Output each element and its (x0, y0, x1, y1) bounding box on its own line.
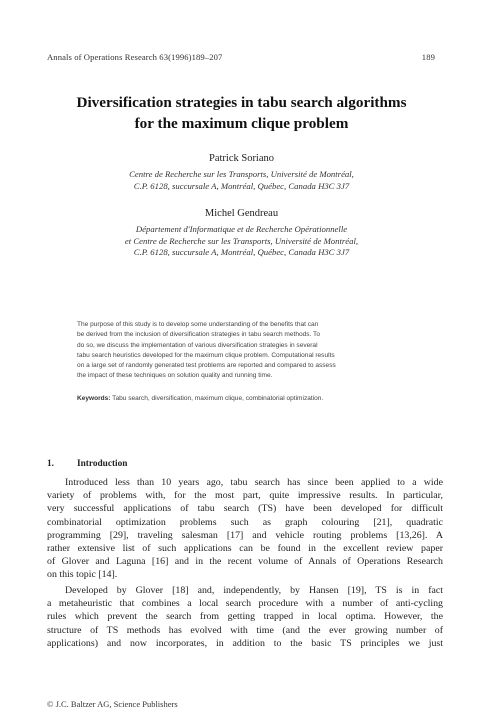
body-line: variety of problems with, for the most part, quite impressive results. In particular, (47, 490, 443, 502)
copyright-footer: © J.C. Baltzer AG, Science Publishers (47, 699, 178, 709)
paragraph-1 (47, 476, 443, 582)
author-affiliation-1 (40, 169, 443, 192)
abstract-line: tabu search heuristics developed for the maximum clique problem. Computational results (77, 351, 335, 359)
body-line: on this topic [14]. (47, 569, 118, 581)
body-line: programming [29], traveling salesman [17] and vehicle routing problems [13,26]. A (47, 529, 443, 541)
body-line: rather extensive list of such applications can be found in the excellent review paper (47, 542, 443, 554)
keywords-label: Keywords: (77, 395, 111, 402)
journal-citation: Annals of Operations Research 63(1996)189–207 (47, 52, 223, 62)
paper-title (40, 92, 443, 134)
abstract-line: The purpose of this study is to develop some understanding of the benefits that can (77, 321, 319, 328)
body-line: Introduced less than 10 years ago, tabu search has since been applied to a wide (65, 477, 443, 488)
body-line: very successful applications of tabu search (TS) have been developed for difficult (47, 503, 443, 515)
author-affiliation-2 (40, 224, 443, 259)
page-number: 189 (421, 52, 435, 62)
body-line: structure of TS methods has evolved with time (and the ever growing number of (47, 624, 443, 636)
section-heading (47, 459, 127, 469)
body-line: a metaheuristic that combines a local search procedure with a number of anti-cycling (47, 598, 443, 610)
affiliation-line: C.P. 6128, succursale A, Montréal, Québec, Canada H3C 3J7 (133, 247, 350, 258)
abstract-line: on a large set of randomly generated test problems are reported and compared to assess (77, 362, 336, 370)
title-line-1: Diversification strategies in tabu search algorithms (76, 94, 407, 111)
affiliation-line: Centre de Recherche sur les Transports, Université de Montréal, (129, 169, 354, 179)
affiliation-line: et Centre de Recherche sur les Transports, Université de Montréal, (124, 235, 359, 246)
keywords-text: Tabu search, diversification, maximum clique, combinatorial optimization. (110, 395, 324, 402)
body-line: combinatorial optimization problems such as graph colouring [21], quadratic (47, 516, 443, 528)
abstract-line: the impact of these techniques on solution quality and running time. (77, 372, 273, 380)
body-line: Developed by Glover [18] and, independently, by Hansen [19], TS is in fact (65, 585, 443, 596)
body-line: of Glover and Laguna [16] and in the recent volume of Annals of Operations Research (47, 556, 443, 568)
paragraph-2 (47, 584, 443, 650)
affiliation-line: C.P. 6128, succursale A, Montréal, Québec, Canada H3C 3J7 (133, 180, 350, 191)
body-line: rules which prevent the search from getting trapped in local optima. However, the (47, 611, 443, 623)
affiliation-line: Département d'Informatique et de Recherche Opérationnelle (135, 224, 348, 234)
keywords (77, 395, 407, 402)
title-line-2: for the maximum clique problem (134, 115, 349, 132)
section-number: 1. (47, 459, 54, 469)
abstract-line: do so, we discuss the implementation of various diversification strategies in several (77, 341, 318, 349)
author-name-1: Patrick Soriano (208, 153, 275, 164)
body-line: applications) and now incorporates, in addition to the basic TS principles we just (47, 637, 443, 649)
section-title: Introduction (77, 459, 128, 469)
abstract-line: be derived from the inclusion of diversification strategies in tabu search methods. To (77, 331, 320, 339)
abstract (77, 320, 407, 382)
author-name-2: Michel Gendreau (204, 208, 279, 219)
